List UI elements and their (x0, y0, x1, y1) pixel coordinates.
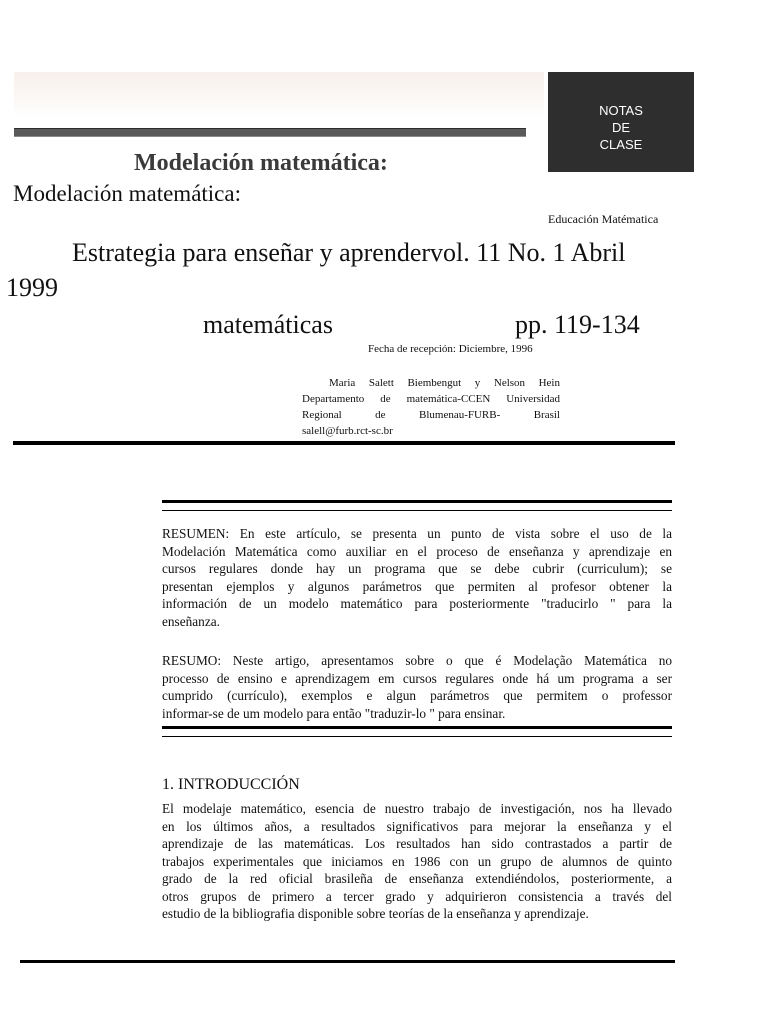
text-line: trabajos experimentales que iniciamos en 1986 con un grupo de alumnos de quinto (162, 853, 672, 869)
text-line: estudio de la bibliografia disponible sobre teorías de la enseñanza y aprendizaje. (162, 906, 589, 921)
page-range: pp. 119-134 (515, 310, 640, 339)
text-line: El modelaje matemático, esencia de nuestro trabajo de investigación, nos ha llevado (162, 801, 672, 816)
introduction-paragraph (162, 800, 672, 923)
author-affiliation (302, 375, 560, 439)
text-line: información de un modelo matemático para posteriormente "traducirlo " para la (162, 596, 672, 611)
article-title: Modelación matemática: (13, 181, 241, 206)
notas-de-clase-badge (548, 72, 694, 172)
text-line: grado de la red oficial brasileña de enseñanza extendiéndolos, posteriormente, a (162, 871, 672, 886)
text-line: processo de ensino e aprendizagem em cursos regulares onde há um programa a ser (162, 670, 672, 686)
resumo-paragraph (162, 652, 672, 722)
text-line: aprendizaje de las matemáticas. Los resultados han sido contrastados a partir de (162, 836, 672, 851)
text-line: RESUMEN: En este artículo, se presenta un punto de vista sobre el uso de la (162, 526, 672, 541)
text-line: enseñanza. (162, 613, 220, 629)
text-line: informar-se de um modelo para então "traduzir-lo " para ensinar. (162, 705, 506, 721)
text-line: en los últimos años, a resultados significativos para mejorar la enseñanza y el (162, 818, 672, 834)
subtitle-line: Estrategia para enseñar y aprendervol. 11 No. 1 Abril (72, 238, 626, 267)
badge-line: NOTAS (599, 103, 643, 118)
affiliation-line: Regional de Blumenau-FURB- Brasil (302, 409, 560, 421)
text-line: cursos regulares donde hay un programa que se debe cubrir (curriculum); se (162, 561, 672, 576)
text-line: presentan ejemplos y algunos parámetros que permiten al profesor obtener la (162, 578, 672, 594)
scan-header-rule (14, 128, 526, 137)
text-line: otros grupos de primero a tercer grado y adquirieron consistencia a través del (162, 888, 672, 904)
text-line: RESUMO: Neste artigo, apresentamos sobre o que é Modelação Matemática no (162, 653, 672, 668)
scanned-header-image (14, 72, 694, 176)
resumen-paragraph (162, 525, 672, 630)
header-divider (13, 441, 675, 445)
footer-divider (20, 960, 675, 963)
abstract-bottom-rule (162, 726, 672, 737)
journal-name: Educación Matématica (548, 212, 659, 226)
subtitle-continuation: matemáticas (203, 310, 333, 339)
reception-date: Fecha de recepción: Diciembre, 1996 (368, 343, 533, 355)
text-line: cumprido (currículo), exemplos e algun parámetros que permitem o professor (162, 688, 672, 703)
author-email: salell@furb.rct-sc.br (302, 425, 393, 437)
text-line: Modelación Matemática como auxiliar en el proceso de enseñanza y aprendizaje en (162, 543, 672, 559)
badge-line: CLASE (599, 137, 643, 152)
badge-line: DE (611, 120, 631, 135)
badge-text (548, 102, 694, 153)
section-heading: 1. INTRODUCCIÓN (162, 776, 300, 793)
scan-shading (14, 72, 544, 118)
abstract-top-rule (162, 500, 672, 511)
affiliation-line: Departamento de matemática-CCEN Universidad (302, 393, 560, 405)
authors-line: Maria Salett Biembengut y Nelson Hein (329, 377, 560, 389)
scan-header-title: Modelación matemática: (134, 150, 388, 176)
subtitle-year: 1999 (6, 273, 58, 302)
